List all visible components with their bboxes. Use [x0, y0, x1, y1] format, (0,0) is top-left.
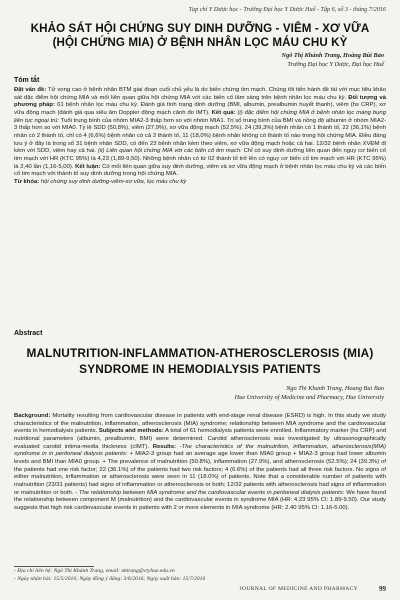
- vietnamese-title: [10, 22, 390, 50]
- vn-keywords-label: Từ khóa:: [14, 178, 40, 185]
- summary-heading: Tóm tắt: [14, 77, 40, 84]
- vn-results-text: Tuổi trung bình của nhóm MIA2-3 thấp hơn so với nhóm MIA1. Trị số trung bình của BMI và nồng độ albumin ở nhóm MIA2-3 thấp hơn so với MIA0. Tỷ lệ SDD (50,8%), viêm (27,9%), xơ vữa động mạch (52,5%). 24 (39,3%) bệnh nhân có 1 thành tố, 22 (36,1%) bệnh nhân có 2 thành tố, chỉ có 4 (6,6%) bệnh nhân có cả 3 thành tố, 11 (18,0%) bệnh nhân không có thành tố nào trong hội chứng MIA. Điều đáng lưu ý ở đây là trong số 31 bệnh nhân SDD, có đến 23 bệnh nhân kèm theo viêm, xơ vữa động mạch hoặc cả hai. 12/32 bệnh nhân XVĐM đi kèm với SDD, viêm hay cả hai.: [14, 117, 386, 155]
- vietnamese-title-line2: (HỘI CHỨNG MIA) Ở BỆNH NHÂN LỌC MÁU CHU KỲ: [52, 36, 348, 49]
- footer-journal-name: JOURNAL OF MEDICINE AND PHARMACY: [239, 586, 358, 592]
- abstract-heading: Abstract: [14, 330, 43, 337]
- vn-results-label: Kết quả:: [211, 109, 236, 116]
- vn-methods-text: 61 bệnh nhân lọc máu chu kỳ. Đánh giá tình trạng dinh dưỡng (BMI, albumin, prealbumin huyết thanh), viêm (hs CRP), xơ vữa động mạch (đánh giá qua siêu âm Doppler động mạch cảnh đo IMT).: [14, 102, 386, 116]
- vietnamese-affiliation: Trường Đại học Y Dược, Đại học Huế: [287, 61, 384, 68]
- vn-results-italic: (i) đặc điểm hội chứng MIA ở bệnh nhân lọc máng bụng liên tục ngoại trú:: [14, 109, 386, 124]
- vn-relationship-italic: (ii) Liên quan hội chứng MIA với các biến cố tim mạch:: [96, 148, 242, 155]
- vn-background-text: Tử vong cao ở bệnh nhân BTM giai đoạn cuối chủ yếu là do biến chứng tim mạch. Chúng tôi tiến hành đề tài với mục tiêu khảo sát đặc điểm hội chứng MIA và mối liên quan giữa hội chứng MIA với các biến cố lâm sàng trên bệnh nhân lọc máu chu kỳ.: [14, 87, 386, 101]
- en-background-label: Background:: [14, 413, 51, 419]
- vn-keywords-text: hội chứng suy dinh dưỡng-viêm-xơ vữa, lọc máu chu kỳ: [39, 178, 187, 185]
- en-results-label: Results:: [152, 443, 176, 450]
- english-title-line2: SYNDROME IN HEMODIALYSIS PATIENTS: [79, 361, 321, 376]
- vn-conclusion-text: Có mối liên quan giữa suy dinh dưỡng, viêm và xơ vữa động mạch ở bệnh nhân lọc máu chu kỳ và các biến cố tim mạch với thành tố suy dinh dưỡng trong hội chứng MIA.: [14, 163, 386, 178]
- vietnamese-authors: Ngô Thị Khánh Trang, Hoàng Bùi Bảo: [281, 52, 384, 59]
- running-head: Tạp chí Y Dược học - Trường Đại học Y Dược Huế - Tập 6, số 3 - tháng 7/2016: [188, 6, 386, 13]
- en-methods-label: Subjects and methods:: [98, 428, 164, 435]
- en-relationship-text: We have found the relationship between component M (malnutrition) and the cardiovascular events in syndrome MIA (HR: 4.23 95% CI: 1.89-9.50). Our study suggests that high risk cardiovascular events in patients with 2 or more elements in MIA syndrome (HR: 2.40 95% CI: 1.16-5.00).: [14, 489, 387, 511]
- english-affiliation: Hue University of Medicine and Pharmacy, Hue University: [234, 394, 384, 401]
- footnote-divider: [14, 566, 94, 567]
- en-methods-text: A total of 61 hemodialysis patients were enrolled. Inflammatory marker (hs CRP) and nutritional parameters (albumin, prealbumin, BMI) were determined. Carotid atherosclerosis was investigated by ultrasonographically evaluated carotid intima-media thickness (cIMT).: [14, 428, 387, 450]
- english-abstract-body: [14, 413, 386, 513]
- vn-conclusion-label: Kết luận:: [75, 163, 101, 170]
- english-title-line1: MALNUTRITION-INFLAMMATION-ATHEROSCLEROSIS (MIA): [26, 346, 374, 360]
- en-relationship-italic: - The relationship between MIA syndrome and the cardiovascular events in peritoneal dialysis patients:: [73, 489, 345, 496]
- footnote-contact: - Địa chỉ liên hệ: Ngô Thị Khánh Trang, email: nktrang@ctyhue.edu.vn: [14, 568, 175, 574]
- english-title: [8, 346, 392, 377]
- english-authors: Ngo Thi Khanh Trang, Hoang Bui Bao: [286, 385, 384, 392]
- vietnamese-abstract-body: [14, 87, 386, 187]
- page-number: 99: [379, 585, 386, 593]
- vn-relationship-text: Chỉ có suy dinh dưỡng liên quan đến nguy cơ biến cố tim mạch với HR (KTC 95%) là 4,23 (1,89-9,50). Những bệnh nhân có từ 02 thành tố trở lên có nguy cơ biến cố tim mạch với HR (KTC 95%) là 2,40 lần (1,16-5,00).: [14, 148, 387, 170]
- en-background-text: Mortality resulting from cardiovascular disease in patients with end-stage renal disease (ESRD) is high. In this study we study characteristics of the malnutrition, inflammation, atherosclerosis (MIA) syndrome; relationship between MIA syndrome and the cardiovascular events in hemodialysis patients.: [14, 413, 386, 435]
- vietnamese-title-line1: KHẢO SÁT HỘI CHỨNG SUY DINH DƯỠNG - VIÊM - XƠ VỮA: [30, 22, 370, 35]
- footnote-dates: - Ngày nhận bài: 15/5/2016; Ngày đồng ý đăng: 3/6/2016; Ngày xuất bản: 15/7/2016: [14, 576, 206, 582]
- en-results-text: + MIA2-3 group had an average age lower than MIA0 group + MIA2-3 group had lower albumin levels and BMI than MIA0 group. + The prevalence of malnutrition (50.8%), inflammation (27.9%), and atherosclerosis (52.5%); 24 (39.3%) of the patients had one risk factor; 22 (36.1%) of the patients had two risk factors; 4 (6.6%) of the patients had all three risk factors. No signs of either malnutrition, inflammation or atherosclerosis were seen in 11 (18.0%) of patients. Note that a considerable number of patients with malnutrition (23/31 patients) had signs of inflammation or atherosclerosis or both; 12/32 patients with atherosclerosis had signs of inflammation or malnutrition or both.: [14, 451, 386, 496]
- vn-background-label: Đặt vấn đề:: [14, 87, 47, 93]
- vn-methods-label: Đối tượng và phương pháp:: [14, 94, 386, 109]
- en-results-italic: -The characteristics of the malnutrition, inflammation, atherosclerosis(MIA) syndrome in in peritoneal dialysis patients:: [14, 443, 386, 458]
